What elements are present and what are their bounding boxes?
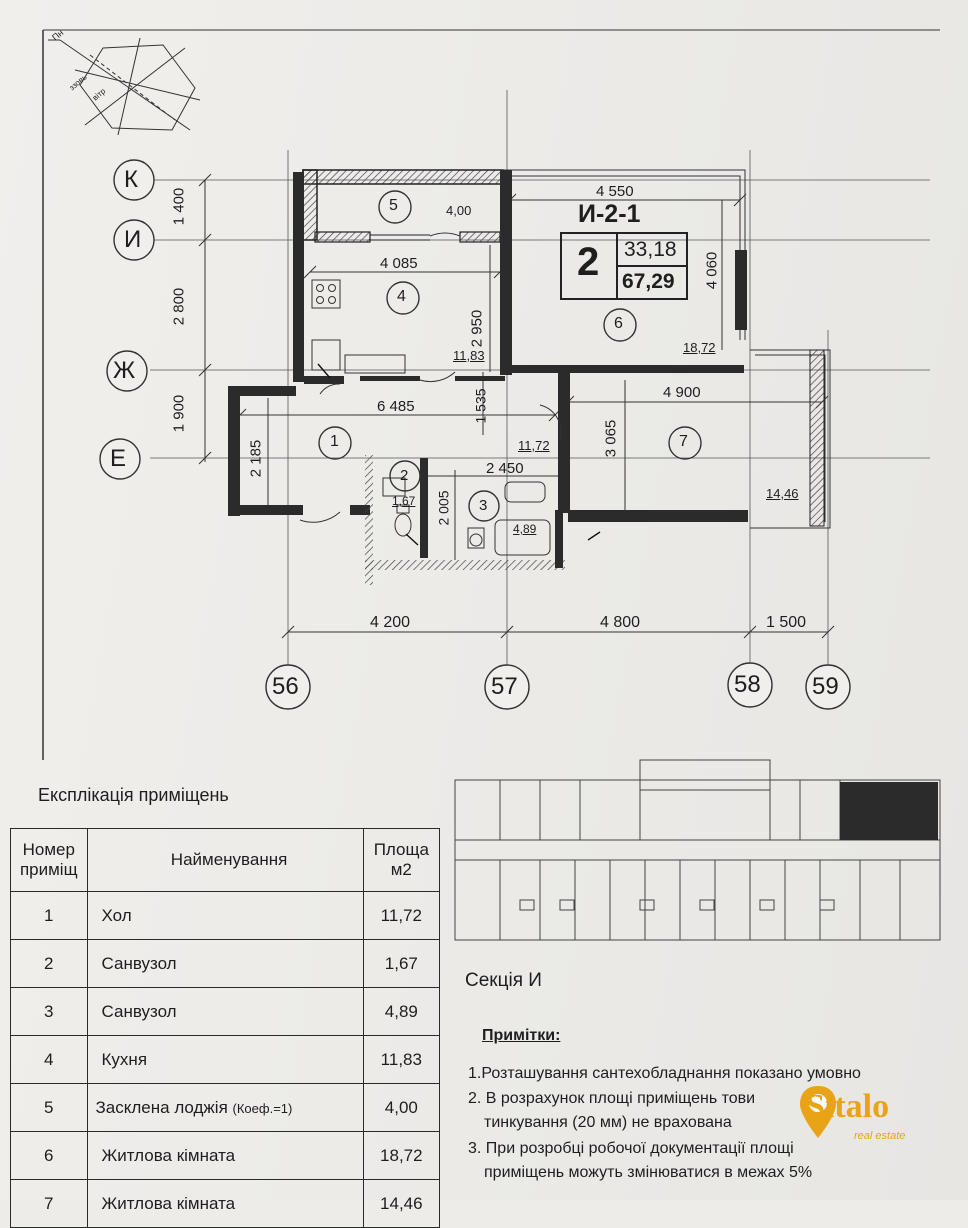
explication-title: Експлікація приміщень <box>38 785 229 805</box>
compass-label-1: ззовь <box>67 72 89 93</box>
dim-2450: 2 450 <box>486 460 524 477</box>
apartment-code: И-2-1 <box>578 200 641 228</box>
dim-row-1900: 1 900 <box>170 394 188 433</box>
row-num: 4 <box>11 1036 88 1084</box>
room-2-number: 2 <box>400 467 409 484</box>
row-area: 11,72 <box>363 892 439 940</box>
axis-row-i: И <box>124 226 142 253</box>
room-4-number: 4 <box>397 288 406 305</box>
room-1-area: 11,72 <box>518 438 550 453</box>
dim-row-2800: 2 800 <box>170 287 188 326</box>
axis-col-58: 58 <box>734 671 761 698</box>
row-num: 1 <box>11 892 88 940</box>
row-name: Санвузол <box>87 940 363 988</box>
row-num: 2 <box>11 940 88 988</box>
logo-brand: Sitalo <box>806 1088 890 1125</box>
row-coef: (Коеф.=1) <box>232 1100 293 1116</box>
row-num: 3 <box>11 988 88 1036</box>
row-num: 5 <box>11 1084 88 1132</box>
dim-6485: 6 485 <box>377 398 415 415</box>
apartment-living-area: 33,18 <box>624 238 677 261</box>
row-area: 18,72 <box>363 1132 439 1180</box>
room-7-number: 7 <box>679 433 688 450</box>
apartment-rooms: 2 <box>577 240 600 284</box>
note-line-2: 2. В розрахунок площі приміщень тови <box>468 1090 756 1107</box>
dim-col-4800: 4 800 <box>600 614 641 631</box>
header-area: Площа м2 <box>363 829 439 892</box>
dim-col-4200: 4 200 <box>370 614 411 631</box>
row-area: 4,00 <box>363 1084 439 1132</box>
room-1-number: 1 <box>330 433 339 450</box>
dim-col-1500: 1 500 <box>766 614 807 631</box>
room-3-area: 4,89 <box>513 522 537 536</box>
room-6-area: 18,72 <box>683 340 716 355</box>
dim-4060: 4 060 <box>703 251 721 290</box>
dim-4085: 4 085 <box>380 255 418 272</box>
row-name: Санвузол <box>87 988 363 1036</box>
axis-row-k: К <box>124 166 138 193</box>
room-4-area: 11,83 <box>453 348 485 363</box>
row-name: Хол <box>87 892 363 940</box>
axis-col-59: 59 <box>812 673 839 700</box>
axis-col-56: 56 <box>272 673 299 700</box>
row-area: 14,46 <box>363 1180 439 1228</box>
dim-3065: 3 065 <box>602 419 620 458</box>
row-area: 1,67 <box>363 940 439 988</box>
header-num: Номер приміщ <box>11 829 88 892</box>
dim-2950: 2 950 <box>468 309 486 348</box>
compass-label-north: Пн <box>50 27 66 43</box>
row-area: 4,89 <box>363 988 439 1036</box>
room-3-number: 3 <box>479 497 488 514</box>
note-line-1: 1.Розташування сантехобладнання показано умовно <box>468 1065 861 1082</box>
row-num: 6 <box>11 1132 88 1180</box>
dim-2185: 2 185 <box>247 439 265 478</box>
section-label: Секція И <box>465 970 542 991</box>
row-area: 11,83 <box>363 1036 439 1084</box>
sitalo-logo <box>796 1082 936 1152</box>
room-2-area: 1,67 <box>392 494 416 508</box>
room-6-number: 6 <box>614 315 623 332</box>
row-num: 7 <box>11 1180 88 1228</box>
note-line-5: приміщень можуть змінюватися в межах 5% <box>484 1164 813 1181</box>
axis-row-zh: Ж <box>113 357 136 384</box>
header-name: Найменування <box>87 829 363 892</box>
room-7-area: 14,46 <box>766 486 799 501</box>
axis-row-e: Е <box>110 445 127 472</box>
logo-tagline: real estate <box>854 1130 906 1142</box>
room-5-area: 4,00 <box>446 203 472 218</box>
note-line-4: 3. При розробці робочої документації площі <box>468 1140 794 1157</box>
row-name: Кухня <box>87 1036 363 1084</box>
compass-label-2: вітр <box>90 86 108 103</box>
dim-2005: 2 005 <box>435 490 452 526</box>
note-line-3: тинкування (20 мм) не врахована <box>484 1114 732 1131</box>
row-name: Житлова кімната <box>87 1132 363 1180</box>
row-name: Засклена лоджія <box>95 1097 228 1117</box>
dim-row-1400: 1 400 <box>170 187 188 226</box>
dim-4550: 4 550 <box>596 183 634 200</box>
dim-1535: 1 535 <box>472 388 489 424</box>
row-name: Житлова кімната <box>87 1180 363 1228</box>
room-5-number: 5 <box>389 197 398 214</box>
dim-4900: 4 900 <box>663 384 701 401</box>
axis-col-57: 57 <box>491 673 518 700</box>
apartment-total-area: 67,29 <box>622 270 675 293</box>
notes-title: Примітки: <box>482 1027 561 1044</box>
